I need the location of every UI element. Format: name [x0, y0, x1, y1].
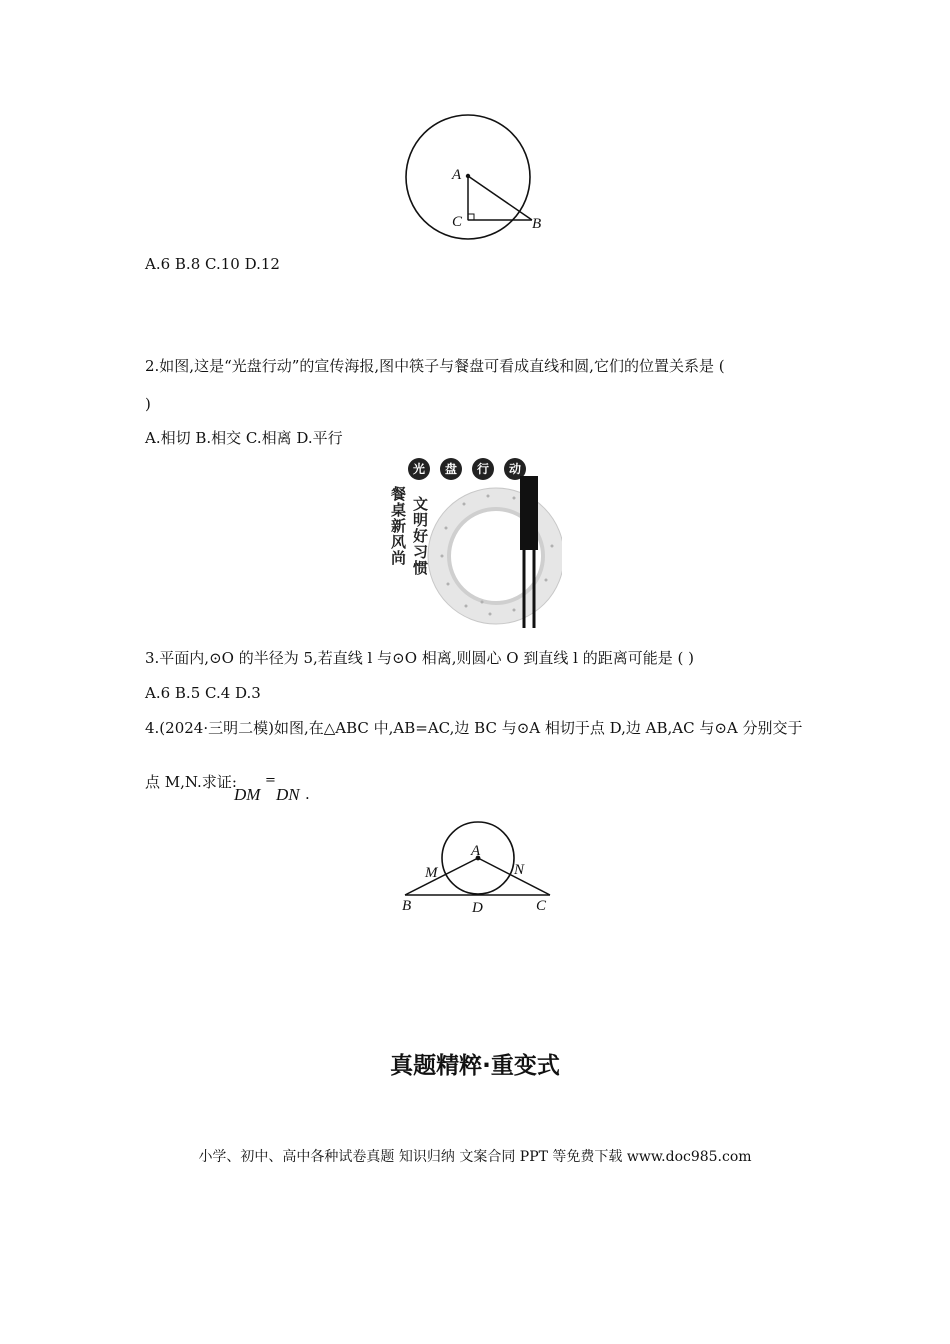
- segment-ab: [405, 858, 478, 895]
- chopstick-handle: [520, 476, 538, 550]
- figure-triangle-circle: [395, 815, 560, 920]
- figure-circle-triangle: [400, 110, 560, 245]
- q3-options: A.6 B.5 C.4 D.3: [145, 684, 261, 702]
- poster-figure: [386, 456, 562, 628]
- label-b: B: [532, 216, 542, 232]
- q1-options: A.6 B.8 C.10 D.12: [145, 255, 280, 273]
- label-n: N: [514, 862, 525, 878]
- q2-options: A.相切 B.相交 C.相离 D.平行: [145, 429, 343, 447]
- label-c: C: [452, 214, 463, 230]
- right-angle-mark: [468, 214, 474, 220]
- label-a: A: [452, 167, 462, 183]
- section-title: 真题精粹·重变式: [390, 1053, 560, 1079]
- circle-triangle-svg: [400, 110, 560, 245]
- q4-equals: =: [265, 773, 276, 788]
- label-a: A: [471, 843, 481, 859]
- poster-title-char-3: 行: [472, 458, 494, 480]
- poster-title-char-4: 动: [504, 458, 526, 480]
- q4-stem: 4.(2024·三明二模)如图,在△ABC 中,AB=AC,边 BC 与⊙A 相切于点 D,边 AB,AC 与⊙A 分别交于: [145, 719, 803, 737]
- q4-stem-cont: 点 M,N.求证:: [145, 773, 237, 791]
- q4-arc-dm: DM: [234, 785, 261, 804]
- triangle-circle-svg: [395, 815, 560, 920]
- page-footer: 小学、初中、高中各种试卷真题 知识归纳 文案合同 PPT 等免费下载 www.doc985.com: [198, 1149, 752, 1165]
- q2-stem: 2.如图,这是“光盘行动”的宣传海报,图中筷子与餐盘可看成直线和圆,它们的位置关系是 (: [145, 357, 725, 375]
- label-c: C: [536, 898, 547, 914]
- q4-arc-dn: DN: [276, 785, 300, 804]
- poster-left-text: 餐桌新风尚: [389, 486, 407, 566]
- poster-right-text: 文明好习惯: [411, 496, 429, 576]
- poster-title-char-2: 盘: [440, 458, 462, 480]
- label-b: B: [402, 898, 412, 914]
- label-m: M: [425, 865, 438, 881]
- label-d: D: [472, 900, 483, 916]
- q4-period: .: [305, 785, 310, 803]
- point-a: [466, 174, 470, 178]
- segment-ab: [468, 176, 532, 220]
- q3-stem: 3.平面内,⊙O 的半径为 5,若直线 l 与⊙O 相离,则圆心 O 到直线 l 的距离可能是 ( ): [145, 649, 694, 667]
- poster-title-char-1: 光: [408, 458, 430, 480]
- q2-stem-end: ): [145, 395, 151, 413]
